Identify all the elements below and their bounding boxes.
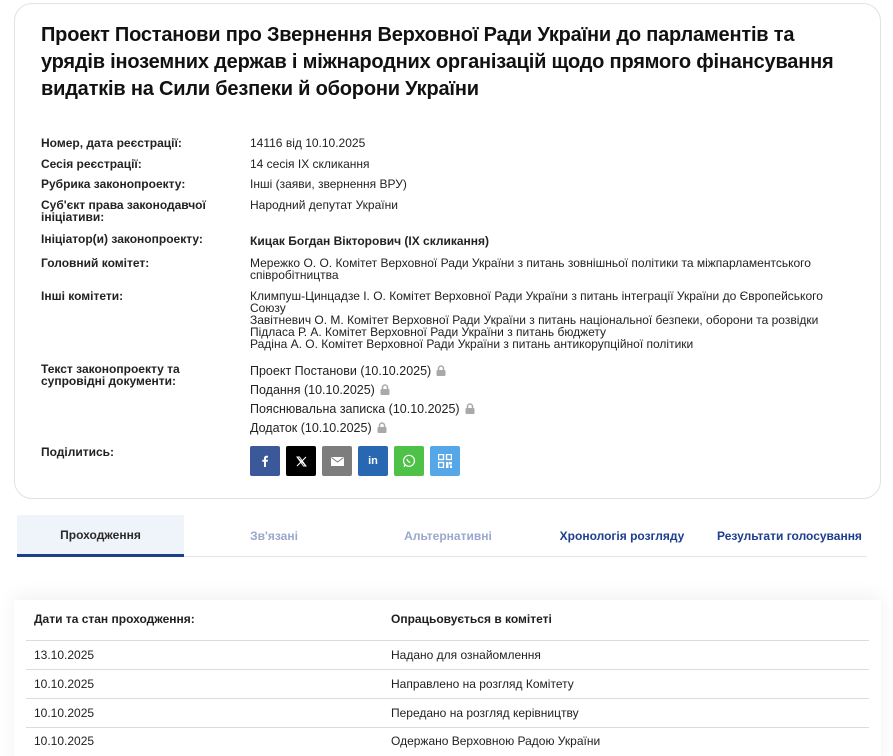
table-row bbox=[26, 699, 869, 728]
header-status: Опрацьовується в комітеті bbox=[391, 612, 552, 626]
email-icon bbox=[331, 457, 344, 466]
share-email-button[interactable] bbox=[322, 446, 352, 476]
tab-passage[interactable]: Проходження bbox=[17, 515, 184, 557]
bill-title: Проект Постанови про Звернення Верховної Ради України до парламентів та урядів іноземних держав і міжнародних організацій щодо прямого фінансування видатків на Сили безпеки й оборони України bbox=[41, 24, 834, 100]
document-name[interactable]: Подання (10.10.2025) bbox=[250, 383, 375, 397]
share-whatsapp-button[interactable] bbox=[394, 446, 424, 476]
row-status: Передано на розгляд керівництву bbox=[391, 706, 579, 720]
committee-line: Завітневич О. М. Комітет Верховної Ради України з питань національної безпеки, оборони та розвідки bbox=[250, 313, 819, 327]
row-date: 10.10.2025 bbox=[34, 706, 95, 720]
document-link[interactable] bbox=[250, 400, 860, 419]
committee-line: Климпуш-Цинцадзе І. О. Комітет Верховної Ради України з питань інтеграції України до Європейського bbox=[250, 289, 823, 303]
field-label: Поділитись: bbox=[41, 445, 115, 459]
lock-icon bbox=[380, 384, 390, 395]
tab-alternative[interactable]: Альтернативні bbox=[404, 529, 492, 543]
tab-chronology[interactable]: Хронологія розгляду bbox=[559, 529, 685, 543]
field-label: Номер, дата реєстрації: bbox=[41, 136, 182, 150]
field-value bbox=[250, 257, 860, 281]
document-link[interactable] bbox=[250, 381, 860, 400]
document-link[interactable] bbox=[250, 362, 860, 381]
field-value bbox=[250, 290, 860, 350]
facebook-icon bbox=[261, 455, 269, 467]
document-name[interactable]: Проект Постанови (10.10.2025) bbox=[250, 364, 432, 378]
share-qr-code-button[interactable] bbox=[430, 446, 460, 476]
field-value: Інші (заяви, звернення ВРУ) bbox=[250, 177, 407, 191]
row-date: 13.10.2025 bbox=[34, 648, 95, 662]
initiator-link[interactable]: Кицак Богдан Вікторович (IX скликання) bbox=[250, 234, 490, 248]
field-label: Суб'єкт права законодавчої ініціативи: bbox=[41, 198, 206, 224]
table-row bbox=[26, 728, 869, 756]
field-value: 14116 від 10.10.2025 bbox=[250, 136, 366, 150]
table-row bbox=[26, 641, 869, 670]
lock-icon bbox=[465, 403, 475, 414]
field-value: Народний депутат України bbox=[250, 198, 398, 212]
field-label: Текст законопроекту та супровідні документи: bbox=[41, 362, 180, 388]
header-dates: Дати та стан проходження: bbox=[34, 612, 195, 626]
row-status: Направлено на розгляд Комітету bbox=[391, 677, 574, 691]
row-status: Одержано Верховною Радою України bbox=[391, 734, 601, 748]
qr-code-icon bbox=[438, 454, 452, 468]
committee-line: Мережко О. О. Комітет Верховної Ради України з питань зовнішньої політики та міжпарламентського bbox=[250, 256, 811, 270]
document-name[interactable]: Додаток (10.10.2025) bbox=[250, 421, 372, 435]
field-label: Ініціатор(и) законопроекту: bbox=[41, 232, 203, 246]
document-link[interactable] bbox=[250, 419, 860, 438]
share-facebook-button[interactable] bbox=[250, 446, 280, 476]
field-label: Головний комітет: bbox=[41, 256, 150, 270]
field-label: Інші комітети: bbox=[41, 289, 124, 303]
committee-line: Союзу bbox=[250, 301, 286, 315]
table-row bbox=[26, 670, 869, 699]
passage-table bbox=[14, 600, 881, 756]
field-label: Сесія реєстрації: bbox=[41, 157, 142, 171]
lock-icon bbox=[436, 365, 446, 376]
committee-line: Радіна А. О. Комітет Верховної Ради України з питань антикорупційної політики bbox=[250, 337, 694, 351]
linkedin-icon: in bbox=[368, 455, 378, 467]
bill-card bbox=[14, 3, 881, 499]
table-header bbox=[26, 600, 869, 641]
share-x-button[interactable] bbox=[286, 446, 316, 476]
tabs-bar bbox=[17, 515, 867, 557]
x-icon bbox=[296, 456, 307, 467]
tab-related[interactable]: Зв'язані bbox=[250, 529, 298, 543]
field-label: Рубрика законопроекту: bbox=[41, 177, 186, 191]
lock-icon bbox=[377, 422, 387, 433]
documents-list bbox=[250, 362, 860, 438]
whatsapp-icon bbox=[402, 454, 416, 468]
committee-line: співробітництва bbox=[250, 268, 339, 282]
document-name[interactable]: Пояснювальна записка (10.10.2025) bbox=[250, 402, 460, 416]
tab-voting-results[interactable]: Результати голосування bbox=[717, 529, 862, 543]
row-date: 10.10.2025 bbox=[34, 734, 95, 748]
share-linkedin-button[interactable] bbox=[358, 446, 388, 476]
row-status: Надано для ознайомлення bbox=[391, 648, 541, 662]
share-buttons bbox=[250, 446, 460, 476]
committee-line: Підласа Р. А. Комітет Верховної Ради України з питань бюджету bbox=[250, 325, 607, 339]
row-date: 10.10.2025 bbox=[34, 677, 95, 691]
field-value: 14 сесія IX скликання bbox=[250, 157, 370, 171]
